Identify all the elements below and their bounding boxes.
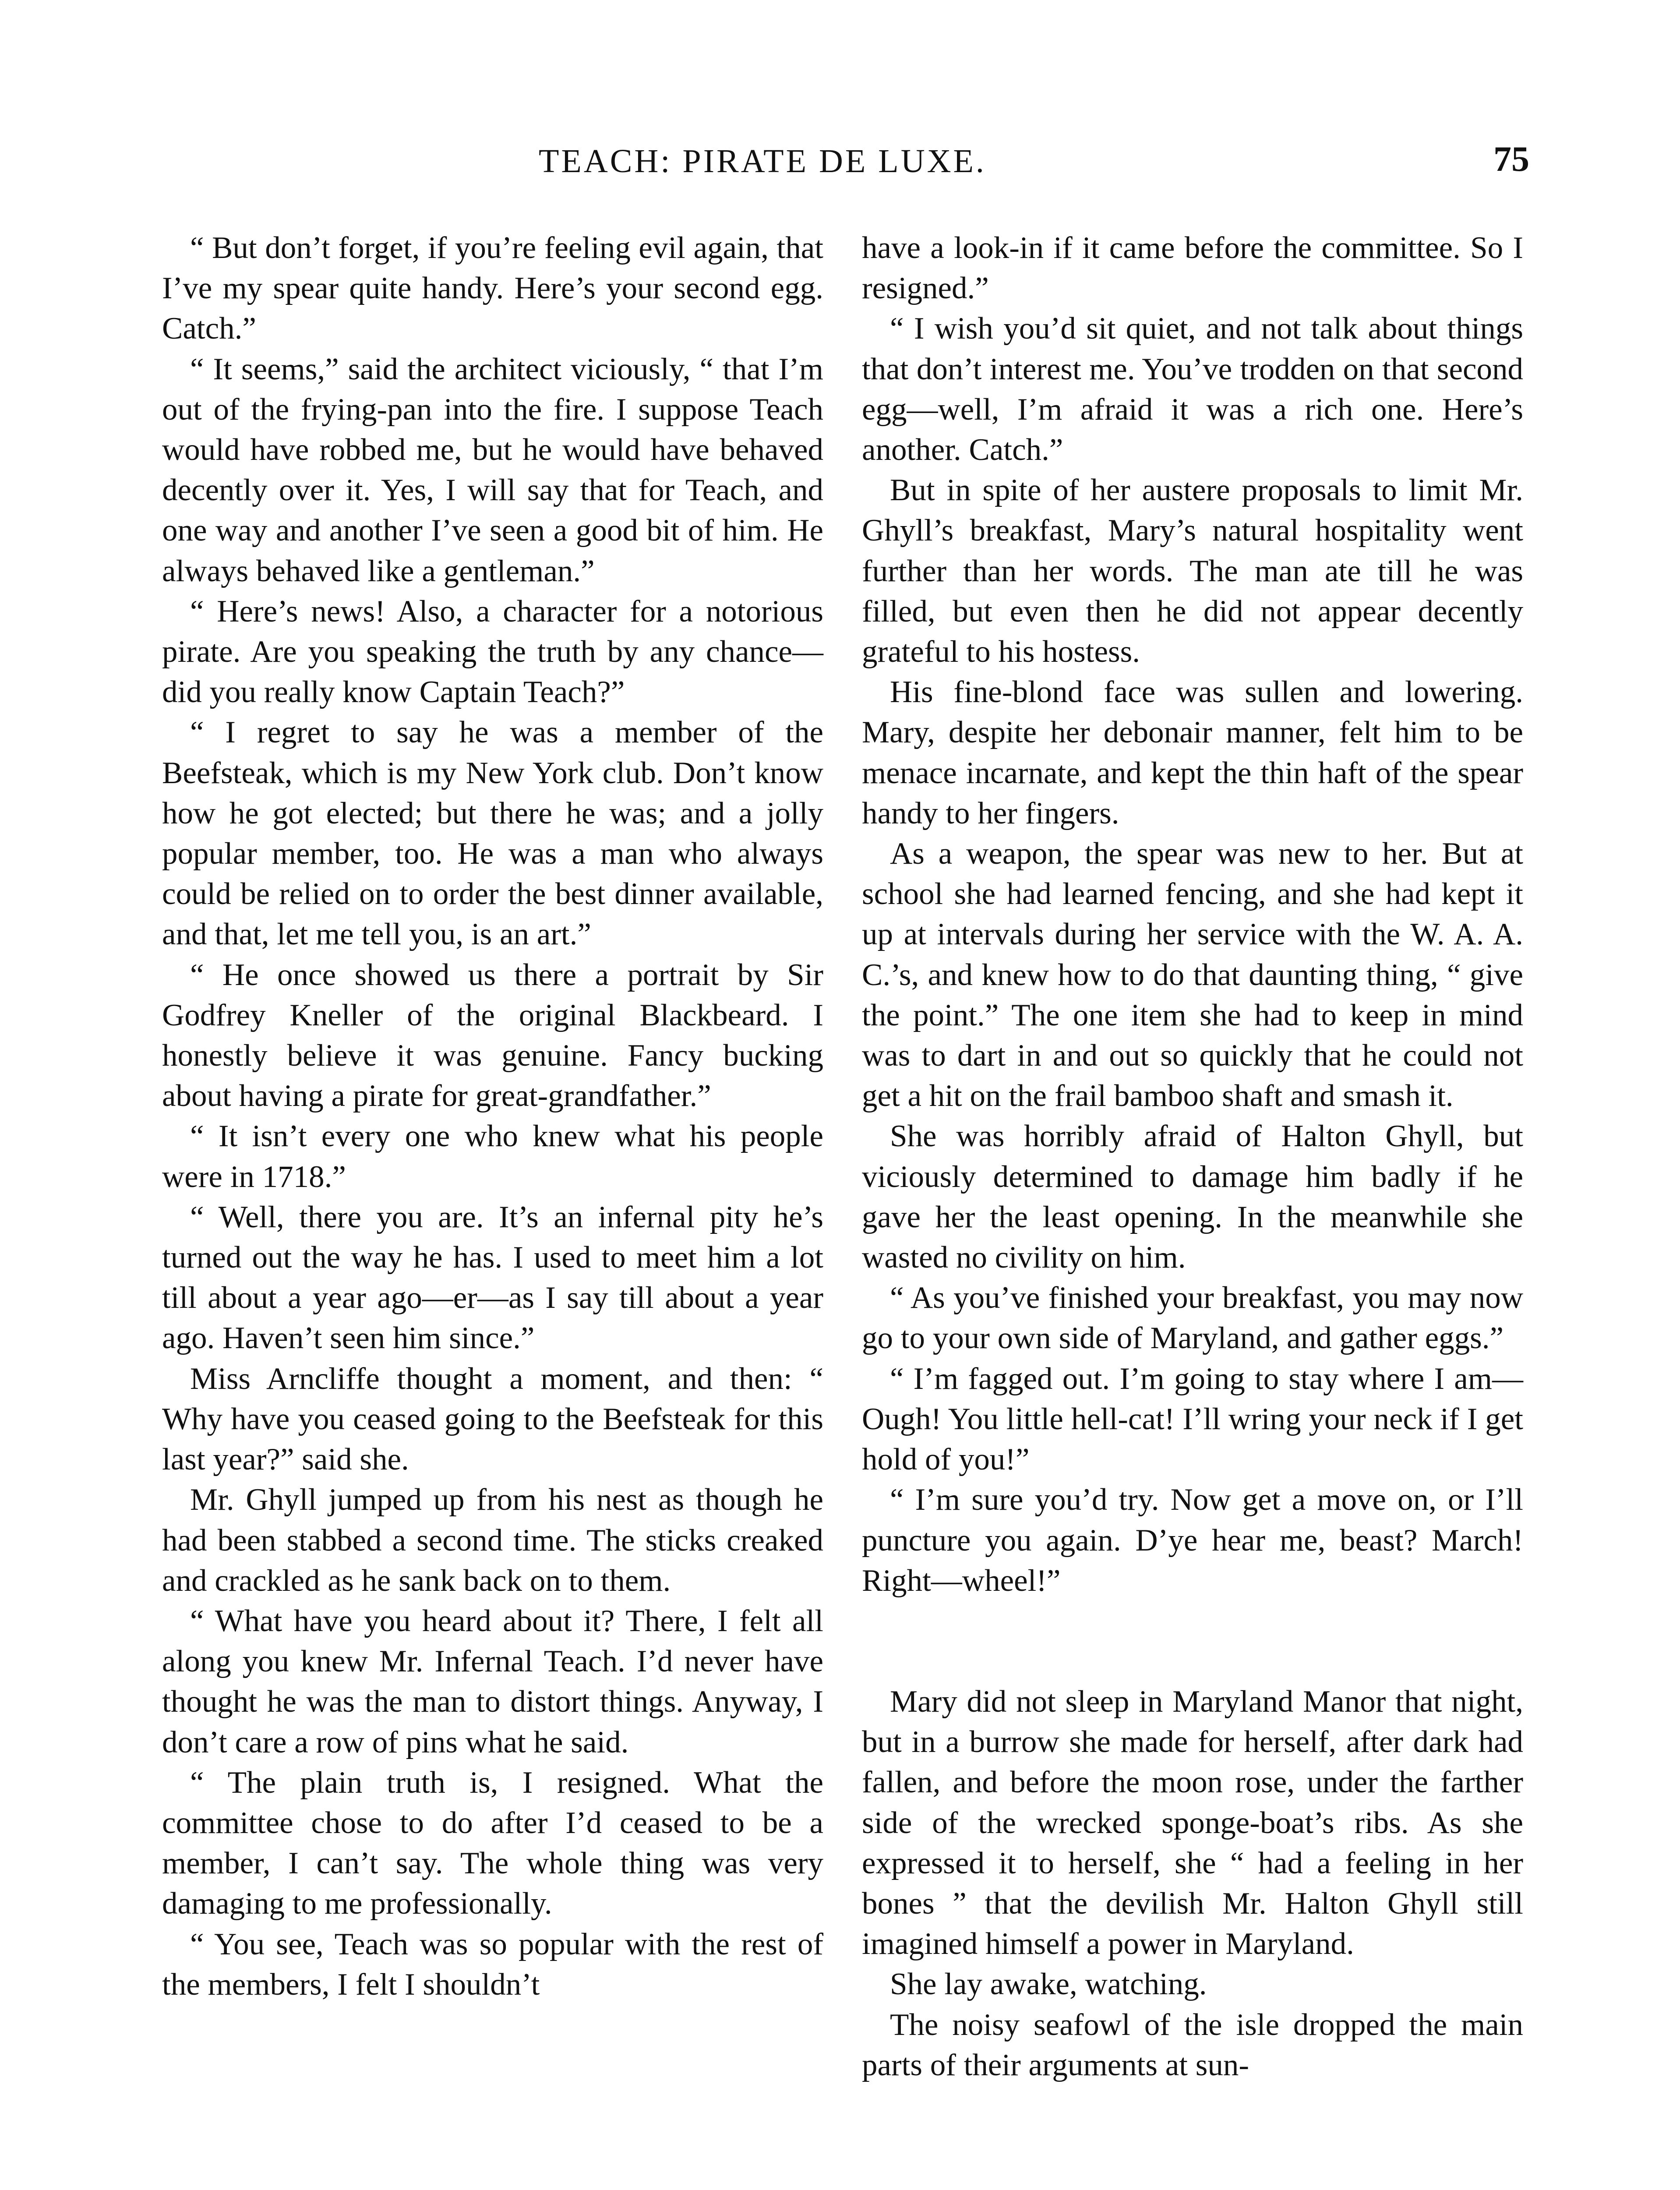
paragraph: The noisy seafowl of the isle dropped the main parts of their arguments at sun-	[862, 2007, 1523, 2082]
paragraph: “ It seems,” said the architect viciously, “ that I’m out of the frying-pan into the fire. I suppose Teach would have robbed me, but he would have behaved decently over it. Yes, I will say that for Teach, and one way and another I’ve seen a good bit of him. He always behaved like a gentleman.”	[162, 352, 823, 588]
paragraph: “ You see, Teach was so popular with the rest of the members, I felt I shouldn’t	[162, 1927, 823, 2002]
paragraph: She lay awake, watching.	[890, 1967, 1207, 2002]
paragraph: But in spite of her austere proposals to limit Mr. Ghyll’s breakfast, Mary’s natural hospitality went further than her words. The man ate till he was filled, but even then he did not appear decently grateful to his hostess.	[862, 473, 1523, 669]
paragraph: “ But don’t forget, if you’re feeling evil again, that I’ve my spear quite handy. Here’s your second egg. Catch.”	[162, 231, 823, 346]
paragraph: His fine-blond face was sullen and lowering. Mary, despite her debonair manner, felt him to be menace incarnate, and kept the thin haft of the spear handy to her fingers.	[862, 675, 1523, 830]
page-number: 75	[1493, 139, 1529, 179]
section-break	[862, 1601, 1523, 1681]
paragraph: “ He once showed us there a portrait by Sir Godfrey Kneller of the original Blackbeard. I honestly believe it was genuine. Fancy bucking about having a pirate for great-grandfather.”	[162, 957, 823, 1113]
left-text-column	[162, 228, 823, 2005]
right-text-column	[862, 228, 1523, 2085]
paragraph: As a weapon, the spear was new to her. But at school she had learned fencing, and she had kept it up at intervals during her service with the W. A. A. C.’s, and knew how to do that daunting thing, “ give the point.” The one item she had to keep in mind was to dart in and out so quickly that he could not get a hit on the frail bamboo shaft and smash it.	[862, 837, 1523, 1113]
continued-paragraph: have a look-in if it came before the committee. So I resigned.”	[862, 231, 1523, 306]
paragraph: “ I’m sure you’d try. Now get a move on, or I’ll puncture you again. D’ye hear me, beast? March! Right—wheel!”	[862, 1483, 1523, 1598]
paragraph: “ As you’ve finished your breakfast, you may now go to your own side of Maryland, and gather eggs.”	[862, 1281, 1523, 1356]
paragraph: Miss Arncliffe thought a moment, and then: “ Why have you ceased going to the Beefsteak for this last year?” said she.	[162, 1361, 823, 1477]
paragraph: “ I regret to say he was a member of the Beefsteak, which is my New York club. Don’t know how he got elected; but there he was; and a jolly popular member, too. He was a man who always could be relied on to order the best dinner available, and that, let me tell you, is an art.”	[162, 715, 823, 952]
paragraph: “ Here’s news! Also, a character for a notorious pirate. Are you speaking the truth by any chance—did you really know Captain Teach?”	[162, 594, 823, 710]
paragraph: “ The plain truth is, I resigned. What the committee chose to do after I’d ceased to be a member, I can’t say. The whole thing was very damaging to me professionally.	[162, 1765, 823, 1921]
paragraph: “ I’m fagged out. I’m going to stay where I am— Ough! You little hell-cat! I’ll wring your neck if I get hold of you!”	[862, 1361, 1523, 1477]
paragraph: “ I wish you’d sit quiet, and not talk about things that don’t interest me. You’ve trodden on that second egg—well, I’m afraid it was a rich one. Here’s another. Catch.”	[862, 311, 1523, 467]
paragraph: She was horribly afraid of Halton Ghyll, but viciously determined to damage him badly if he gave her the least opening. In the meanwhile she wasted no civility on him.	[862, 1119, 1523, 1275]
paragraph: “ What have you heard about it? There, I felt all along you knew Mr. Infernal Teach. I’d never have thought he was the man to distort things. Anyway, I don’t care a row of pins what he said.	[162, 1604, 823, 1759]
paragraph: “ Well, there you are. It’s an infernal pity he’s turned out the way he has. I used to meet him a lot till about a year ago—er—as I say till about a year ago. Haven’t seen him since.”	[162, 1200, 823, 1356]
running-title: TEACH: PIRATE DE LUXE.	[539, 143, 986, 180]
paragraph: Mr. Ghyll jumped up from his nest as though he had been stabbed a second time. The sticks creaked and crackled as he sank back on to them.	[162, 1483, 823, 1598]
paragraph: Mary did not sleep in Maryland Manor that night, but in a burrow she made for herself, after dark had fallen, and before the moon rose, under the farther side of the wrecked sponge-boat’s ribs. As she expressed it to herself, she “ had a feeling in her bones ” that the devilish Mr. Halton Ghyll still imagined himself a power in Maryland.	[862, 1684, 1523, 1961]
paragraph: “ It isn’t every one who knew what his people were in 1718.”	[162, 1119, 823, 1194]
